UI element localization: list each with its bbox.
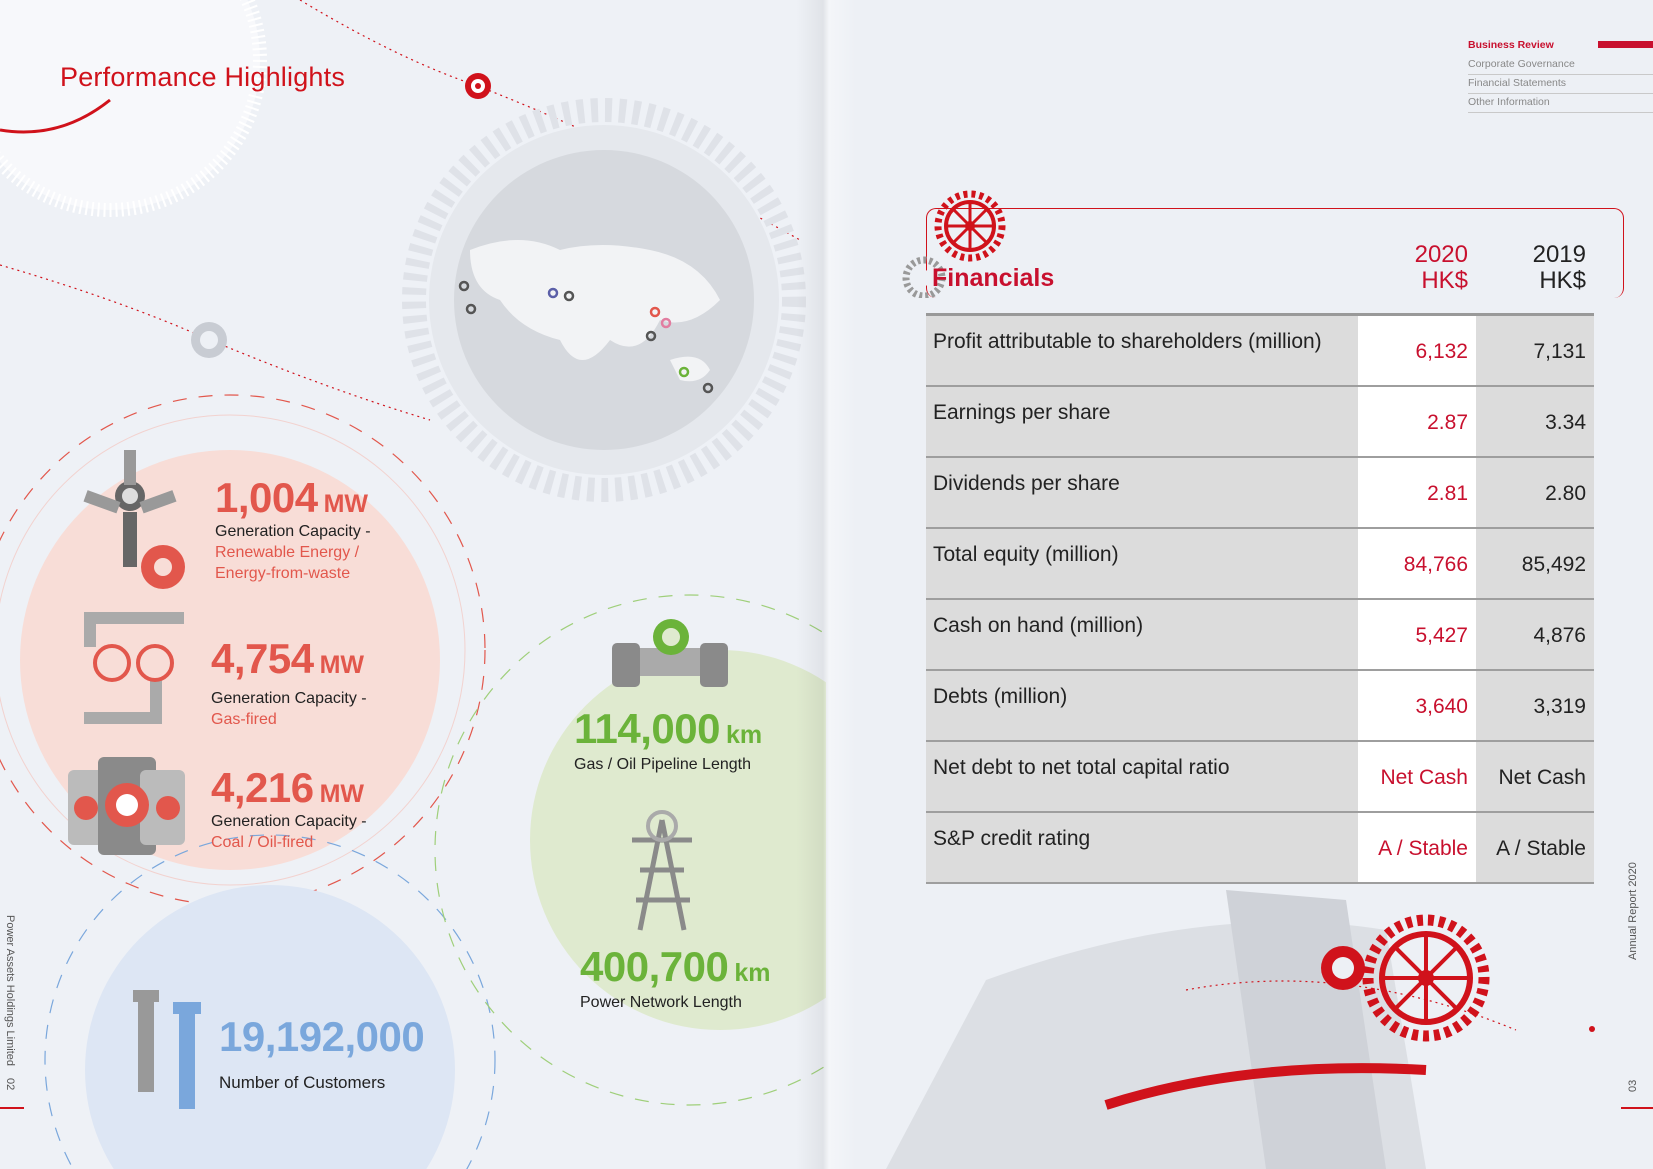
row-label: Dividends per share	[926, 458, 1358, 527]
row-label: Debts (million)	[926, 671, 1358, 740]
page-number: 02	[4, 1078, 16, 1091]
value-2019: Net Cash	[1476, 742, 1594, 811]
financials-table	[926, 313, 1594, 884]
column-year: 2019	[1532, 241, 1586, 268]
nav-corporate-governance[interactable]: Corporate Governance	[1468, 56, 1653, 75]
row-label: Cash on hand (million)	[926, 600, 1358, 669]
metric-label: Generation Capacity -	[211, 813, 367, 830]
metric-value: 4,216	[211, 764, 314, 811]
value-2020: A / Stable	[1358, 813, 1476, 882]
value-2020: 2.87	[1358, 387, 1476, 456]
metric-value: 114,000	[574, 705, 721, 752]
metric-unit: MW	[319, 780, 365, 808]
value-2019: 4,876	[1476, 600, 1594, 669]
metric-value: 1,004	[215, 474, 318, 521]
metric-value: 19,192,000	[219, 1013, 425, 1060]
row-label: Total equity (million)	[926, 529, 1358, 598]
metric-label: Generation Capacity -	[211, 690, 367, 707]
oil-barrel-icon	[68, 757, 185, 855]
metric-unit: km	[726, 721, 763, 749]
value-2020: 2.81	[1358, 458, 1476, 527]
metric-sub: Energy-from-waste	[215, 565, 351, 582]
metric-network	[580, 943, 771, 1013]
row-label: Net debt to net total capital ratio	[926, 742, 1358, 811]
value-2019: 2.80	[1476, 458, 1594, 527]
book-spine-shadow	[796, 0, 856, 1169]
column-header-2019	[1486, 242, 1586, 294]
value-2019: 85,492	[1476, 529, 1594, 598]
metric-customers	[219, 1013, 425, 1093]
value-2019: 7,131	[1476, 316, 1594, 385]
value-2020: 84,766	[1358, 529, 1476, 598]
table-row	[926, 387, 1594, 458]
page-title: Performance Highlights	[60, 62, 346, 92]
value-2019: A / Stable	[1476, 813, 1594, 882]
value-2020: Net Cash	[1358, 742, 1476, 811]
table-row	[926, 813, 1594, 884]
table-row	[926, 671, 1594, 742]
value-2020: 6,132	[1358, 316, 1476, 385]
nav-other-information[interactable]: Other Information	[1468, 94, 1653, 113]
metric-unit: km	[734, 959, 771, 987]
metric-label: Gas / Oil Pipeline Length	[574, 756, 751, 773]
value-2019: 3.34	[1476, 387, 1594, 456]
metric-value: 4,754	[211, 635, 314, 682]
metric-sub: Renewable Energy /	[215, 544, 360, 561]
row-label: Earnings per share	[926, 387, 1358, 456]
metric-sub: Coal / Oil-fired	[211, 834, 314, 851]
metric-label: Generation Capacity -	[215, 523, 371, 540]
column-currency: HK$	[1421, 267, 1468, 294]
nav-financial-statements[interactable]: Financial Statements	[1468, 75, 1653, 94]
table-row	[926, 742, 1594, 813]
value-2020: 3,640	[1358, 671, 1476, 740]
page-number: 03	[1627, 1079, 1639, 1092]
row-label: S&P credit rating	[926, 813, 1358, 882]
table-row	[926, 458, 1594, 529]
table-row	[926, 316, 1594, 387]
footer-report: Annual Report 2020	[1627, 862, 1639, 960]
footer-company: Power Assets Holdings Limited	[4, 915, 16, 1067]
metric-label: Power Network Length	[580, 994, 742, 1011]
section-nav	[1468, 37, 1653, 113]
table-row	[926, 600, 1594, 671]
column-header-2020	[1370, 242, 1468, 294]
column-currency: HK$	[1539, 267, 1586, 294]
metric-sub: Gas-fired	[211, 711, 277, 728]
table-row	[926, 529, 1594, 600]
financials-title: Financials	[932, 264, 1055, 292]
metric-coal-oil	[211, 764, 367, 853]
metric-value: 400,700	[580, 943, 729, 990]
metric-unit: MW	[319, 651, 365, 679]
metric-unit: MW	[323, 490, 369, 518]
left-page	[0, 0, 826, 1169]
value-2020: 5,427	[1358, 600, 1476, 669]
metric-pipeline	[574, 705, 763, 775]
value-2019: 3,319	[1476, 671, 1594, 740]
column-year: 2020	[1414, 241, 1468, 268]
nav-business-review[interactable]: Business Review	[1468, 37, 1653, 56]
metric-label: Number of Customers	[219, 1073, 386, 1092]
row-label: Profit attributable to shareholders (million)	[926, 316, 1358, 385]
metric-gas	[211, 635, 367, 730]
metric-renewable	[215, 474, 371, 584]
